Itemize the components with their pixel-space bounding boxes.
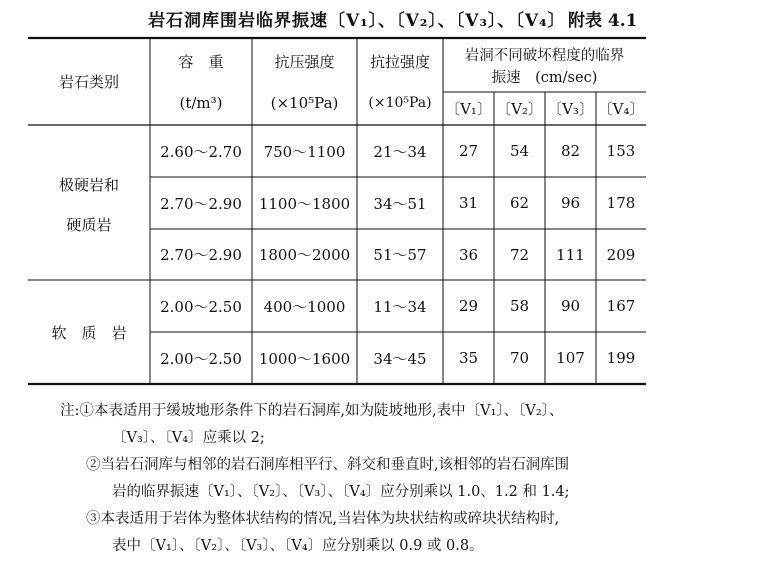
header-velocity-label-1: 岩洞不同破坏程度的临界 <box>464 47 625 64</box>
cell-v3: 96 <box>560 194 581 212</box>
cell-v2: 54 <box>509 142 530 160</box>
cell-compressive: 1800～2000 <box>258 246 351 264</box>
cell-v2: 70 <box>509 349 530 367</box>
header-density-label: 容 重 <box>178 52 224 71</box>
notes <box>60 398 760 560</box>
cell-v1: 31 <box>458 194 479 212</box>
cell-v4: 153 <box>606 142 636 160</box>
cell-compressive: 750～1100 <box>263 142 346 161</box>
cell-density: 2.60～2.70 <box>160 142 242 161</box>
cell-v1: 27 <box>458 142 479 160</box>
cell-density: 2.00～2.50 <box>160 297 242 316</box>
header-v2: 〔V₂〕 <box>496 100 543 118</box>
cell-tensile: 51～57 <box>373 246 427 264</box>
note-3-line-2: 表中〔V₁〕、〔V₂〕、〔V₃〕、〔V₄〕应分别乘以 0.9 或 0.8。 <box>112 538 484 554</box>
note-2-line-1: ②当岩石洞库与相邻的岩石洞库相平行、斜交和垂直时,该相邻的岩石洞库围 <box>86 457 570 473</box>
header-v3: 〔V₃〕 <box>547 100 594 118</box>
cell-density: 2.00～2.50 <box>160 349 242 368</box>
cell-v3: 90 <box>560 297 581 315</box>
header-compressive-unit: (×10⁵Pa) <box>270 94 339 112</box>
note-1-line-1: 注:①本表适用于缓坡地形条件下的岩石洞库,如为陡坡地形,表中〔V₁〕、〔V₂〕、 <box>60 403 564 419</box>
cell-compressive: 1000～1600 <box>258 349 351 368</box>
note-1-line-2: 〔V₃〕、〔V₄〕应乘以 2; <box>112 430 265 446</box>
cell-density: 2.70～2.90 <box>160 194 242 213</box>
cell-compressive: 1100～1800 <box>258 194 351 213</box>
cell-v4: 209 <box>606 245 636 264</box>
group-1-label-line1: 极硬岩和 <box>58 175 119 194</box>
header-compressive-label: 抗压强度 <box>274 52 335 71</box>
cell-v1: 29 <box>458 297 479 315</box>
header-v1: 〔V₁〕 <box>445 100 492 118</box>
header-density-unit: (t/m³) <box>179 94 223 112</box>
cell-v3: 107 <box>556 349 585 367</box>
cell-tensile: 11～34 <box>373 297 427 316</box>
title-row <box>0 6 772 32</box>
cell-tensile: 34～51 <box>373 194 427 213</box>
header-velocity-label-2: 振速 (cm/sec) <box>491 69 598 86</box>
header-v4: 〔V₄〕 <box>597 100 645 118</box>
cell-v4: 178 <box>606 194 636 212</box>
cell-density: 2.70～2.90 <box>160 246 242 264</box>
group-2-label: 软 质 岩 <box>51 323 127 342</box>
cell-v4: 167 <box>606 297 636 315</box>
cell-v2: 58 <box>509 297 530 315</box>
cell-v2: 62 <box>509 194 530 212</box>
header-tensile-unit: (×10⁵Pa) <box>368 95 432 111</box>
cell-v1: 36 <box>458 245 479 264</box>
cell-v4: 199 <box>606 349 636 367</box>
table-title: 岩石洞库围岩临界振速〔V₁〕、〔V₂〕、〔V₃〕、〔V₄〕 <box>148 11 566 31</box>
header-rock-type: 岩石类别 <box>58 73 119 91</box>
cell-tensile: 34～45 <box>373 349 427 368</box>
cell-v2: 72 <box>509 245 530 264</box>
cell-v3: 82 <box>560 142 581 160</box>
note-2-line-2: 岩的临界振速〔V₁〕、〔V₂〕、〔V₃〕、〔V₄〕应分别乘以 1.0、1.2 和 1.4; <box>112 484 570 500</box>
cell-compressive: 400～1000 <box>263 297 346 316</box>
cell-tensile: 21～34 <box>373 142 427 161</box>
header-tensile-label: 抗拉强度 <box>369 52 430 71</box>
cell-v1: 35 <box>458 349 479 367</box>
table-number: 附表 4.1 <box>568 11 638 31</box>
note-3-line-1: ③本表适用于岩体为整体状结构的情况,当岩体为块状结构或碎块状结构时, <box>86 511 560 527</box>
group-1-label-line2: 硬质岩 <box>66 215 112 234</box>
cell-v3: 111 <box>556 245 585 264</box>
